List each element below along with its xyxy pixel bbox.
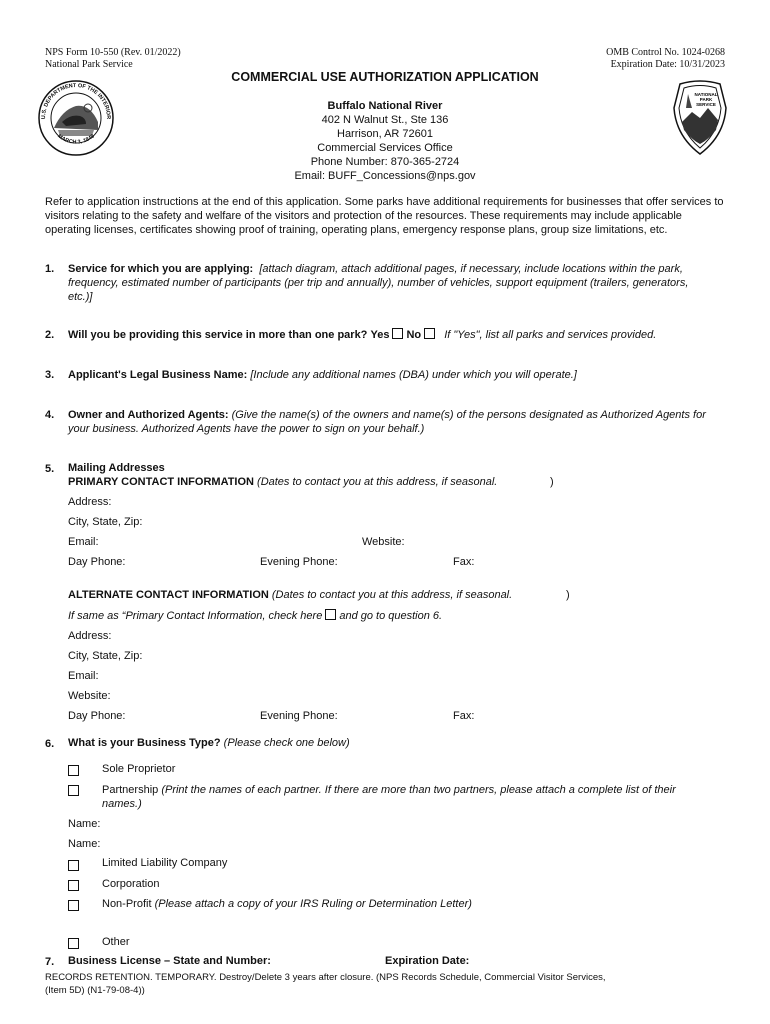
alternate-city-label: City, State, Zip: — [68, 650, 143, 662]
park-address-line1: 402 N Walnut St., Ste 136 — [321, 114, 449, 126]
office-name: Commercial Services Office — [317, 142, 453, 154]
q3-label: Applicant's Legal Business Name: — [68, 369, 248, 381]
partnership-label: Partnership — [102, 784, 159, 796]
nonprofit-label: Non-Profit — [102, 898, 152, 910]
partnership-label-row — [102, 783, 712, 811]
q2-yes-label: Yes — [370, 329, 390, 341]
alternate-fax-label: Fax: — [453, 710, 475, 722]
alternate-close-paren: ) — [566, 589, 570, 601]
primary-day-phone-label: Day Phone: — [68, 556, 126, 568]
q1-hint: [attach diagram, attach additional pages, if necessary, include locations within the park, frequency, estimated number of participants (per trip and annually), number of vehicles, support equipment (trailers, generators, etc.)] — [68, 263, 689, 303]
q4-hint: (Give the name(s) of the owners and name(s) of the persons designated as Authorized Agents for your business. Authorized Agents have the power to sign on your behalf.) — [68, 409, 706, 435]
arrowhead-text-service: SERVICE — [696, 102, 716, 107]
records-retention-line1: RECORDS RETENTION. TEMPORARY. Destroy/Delete 3 years after closure. (NPS Records Schedule, Commercial Visitor Services, — [45, 972, 606, 983]
other-checkbox[interactable] — [68, 938, 79, 949]
q4-number: 4. — [45, 409, 55, 421]
q7-number: 7. — [45, 956, 55, 968]
partnership-checkbox[interactable] — [68, 785, 79, 796]
q3-number: 3. — [45, 369, 55, 381]
q2-yes-checkbox[interactable] — [392, 328, 403, 339]
corporation-checkbox[interactable] — [68, 880, 79, 891]
alternate-website-label: Website: — [68, 690, 111, 702]
primary-website-label: Website: — [362, 536, 405, 548]
primary-address-label: Address: — [68, 496, 112, 508]
park-name: Buffalo National River — [327, 100, 443, 112]
arrowhead-text-national: NATIONAL — [694, 92, 718, 97]
llc-checkbox[interactable] — [68, 860, 79, 871]
primary-email-label: Email: — [68, 536, 99, 548]
alternate-day-phone-label: Day Phone: — [68, 710, 126, 722]
same-as-primary-text: If same as “Primary Contact Information, check here — [68, 610, 323, 622]
q7-expiration-label: Expiration Date: — [385, 955, 470, 967]
corporation-label: Corporation — [102, 878, 160, 890]
q2-no-checkbox[interactable] — [424, 328, 435, 339]
alternate-evening-phone-label: Evening Phone: — [260, 710, 338, 722]
q6-label: What is your Business Type? — [68, 737, 221, 749]
expiration-date: Expiration Date: 10/31/2023 — [610, 59, 725, 70]
primary-contact-hint: (Dates to contact you at this address, if seasonal. — [257, 476, 498, 488]
records-retention-line2: (Item 5D) (N1-79-08-4)) — [45, 985, 145, 996]
q5-number: 5. — [45, 463, 55, 475]
q1-label: Service for which you are applying: — [68, 263, 254, 275]
office-email: Email: BUFF_Concessions@nps.gov — [294, 170, 476, 182]
seal-top-text: U.S. DEPARTMENT OF THE INTERIOR — [40, 82, 112, 120]
primary-contact-header — [68, 476, 497, 488]
q5-label: Mailing Addresses — [68, 462, 165, 474]
partner-name-2-label: Name: — [68, 838, 101, 850]
office-phone: Phone Number: 870-365-2724 — [310, 156, 460, 168]
nonprofit-row — [102, 898, 472, 910]
q2-no-label: No — [406, 329, 422, 341]
primary-evening-phone-label: Evening Phone: — [260, 556, 338, 568]
nonprofit-checkbox[interactable] — [68, 900, 79, 911]
arrowhead-text-park: PARK — [699, 97, 713, 102]
agency-name: National Park Service — [45, 59, 133, 70]
q6-hint: (Please check one below) — [223, 737, 350, 749]
q7-label: Business License – State and Number: — [68, 955, 271, 967]
alternate-contact-label: ALTERNATE CONTACT INFORMATION — [68, 589, 269, 601]
primary-city-label: City, State, Zip: — [68, 516, 143, 528]
q2-label: Will you be providing this service in more than one park? — [68, 329, 368, 341]
same-as-primary-after: and go to question 6. — [339, 610, 443, 622]
partnership-hint: (Print the names of each partner. If there are more than two partners, please attach a complete list of their names.) — [102, 784, 676, 810]
omb-control-number: OMB Control No. 1024-0268 — [606, 47, 725, 58]
sole-proprietor-label: Sole Proprietor — [102, 763, 176, 775]
primary-fax-label: Fax: — [453, 556, 475, 568]
other-label: Other — [102, 936, 130, 948]
same-as-primary-row — [68, 609, 442, 622]
sole-proprietor-checkbox[interactable] — [68, 765, 79, 776]
same-as-primary-checkbox[interactable] — [325, 609, 336, 620]
q3-hint: [Include any additional names (DBA) under which you will operate.] — [250, 369, 577, 381]
primary-contact-label: PRIMARY CONTACT INFORMATION — [68, 476, 254, 488]
form-title: COMMERCIAL USE AUTHORIZATION APPLICATION — [231, 70, 539, 84]
q2-hint: If "Yes", list all parks and services provided. — [444, 329, 657, 341]
form-number: NPS Form 10-550 (Rev. 01/2022) — [45, 47, 181, 58]
alternate-contact-header — [68, 589, 512, 601]
alternate-address-label: Address: — [68, 630, 112, 642]
llc-label: Limited Liability Company — [102, 857, 228, 869]
q6-header — [68, 737, 350, 749]
alternate-email-label: Email: — [68, 670, 99, 682]
intro-paragraph: Refer to application instructions at the end of this application. Some parks have additional requirements for businesses that offer services to visitors relating to the safety and welfare of the visitors and protection of the resources. These requirements may include applicable operating licenses, certificates showing proof of training, operating plans, emergency response plans, group size limitations, etc. — [45, 196, 724, 236]
q2-number: 2. — [45, 329, 55, 341]
partner-name-1-label: Name: — [68, 818, 101, 830]
primary-close-paren: ) — [550, 476, 554, 488]
nonprofit-hint: (Please attach a copy of your IRS Ruling or Determination Letter) — [154, 898, 472, 910]
park-address-line2: Harrison, AR 72601 — [337, 128, 433, 140]
alternate-contact-hint: (Dates to contact you at this address, if seasonal. — [271, 589, 513, 601]
q6-number: 6. — [45, 738, 55, 750]
seal-bottom-text: MARCH 3, 1849 — [56, 133, 96, 146]
q1-number: 1. — [45, 263, 55, 275]
q4-label: Owner and Authorized Agents: — [68, 409, 229, 421]
